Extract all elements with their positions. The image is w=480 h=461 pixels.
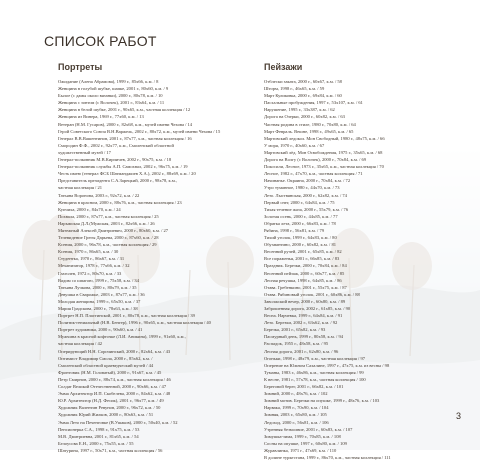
list-item: Лесная речушка, 1998 г., 64х85, к.м. / 86 bbox=[264, 277, 342, 283]
list-item: Утро туманное, 1980 г., 44х70, к.м. / 73 bbox=[264, 185, 340, 191]
list-item: Татьяна Лучкова, 2000 г., 80х79, к.м. / 35 bbox=[58, 284, 137, 290]
list-item: Ксения, 2000 г., 96х78, к.м., частная коллекция / 29 bbox=[58, 242, 157, 248]
list-item: Ксения, 1970 г., 86х65, к.м. / 30 bbox=[58, 249, 119, 255]
page-number: 3 bbox=[456, 411, 462, 421]
list-item: Механизатор, 1978 г., 77х66, к.м. / 32 bbox=[58, 263, 130, 269]
list-item: Пасмурный день, 1999 г., 80х58, к.м. / 94 bbox=[264, 334, 343, 340]
list-item: Тихий уголок, 1999 г., 64х83, к.м. / 80 bbox=[264, 235, 337, 241]
list-item: Покосили, Лесное, 1973 г., 35х65, к.м., частная коллекция / 70 bbox=[264, 164, 384, 170]
list-item: Фронтовик (Н.М. Головатый), 2000 г., 91х67, к.м. / 45 bbox=[58, 369, 162, 375]
list-item: Студентка, 1970 г., 86х67, к.м. / 31 bbox=[58, 256, 125, 262]
list-item: частная коллекция / 42 bbox=[58, 341, 102, 347]
list-item: Ожидание (Алена Абрамова), 1999 г., 85х66, к.м. / 8 bbox=[58, 79, 159, 84]
list-item: Нарушение, 1995 г., 33х387, к.м. / 62 bbox=[264, 107, 335, 113]
list-item: Лесное, 1982 г., 47х70, к.м., частная коллекция / 71 bbox=[264, 171, 363, 177]
list-item: В долине туркестана, 1999 г., 86х70, к.м., частная коллекция / 111 bbox=[264, 454, 391, 460]
list-item: Туманы, 1983 г., 46х86, к.м., частная коллекция / 99 bbox=[264, 369, 364, 375]
list-item: Зимушка-зима, 1999 г., 70х85, к.м. / 108 bbox=[264, 433, 341, 439]
list-item: Журавлинка, 1971 г., 47х69, к.м. / 110 bbox=[264, 447, 337, 453]
list-item: Генерал-полковник службы А.П. Самохвал, 2002 г., 96х75, к.м. / 19 bbox=[58, 164, 188, 170]
list-item: К весне, 1981 г., 57х78, к.м., частная коллекция / 100 bbox=[264, 376, 366, 382]
list-item: Смоленский областной краеведческий музей / 44 bbox=[58, 362, 154, 368]
list-item: Портрет Н.П. Пластинской, 2001 г., 80х78, к.м., частная коллекция / 39 bbox=[58, 313, 195, 319]
list-item: Нарвака, 1999 г., 70х90, к.м. / 104 bbox=[264, 405, 329, 411]
list-item: Лесная дорога, 2001 г., 62х80, к.м. / 96 bbox=[264, 348, 339, 354]
list-item: Былое (с дамы около вязанки), 2000 г., 80х78, к.м. / 10 bbox=[58, 93, 163, 99]
list-item: Петр Смирнов, 2000 г., 88х74, к.м., частная коллекция / 46 bbox=[58, 376, 171, 382]
list-item: Весенний ручей, 2001 г., 65х85, к.м. / 82 bbox=[264, 249, 342, 255]
list-item: Заброшенная дорога, 2002 г., 61х85, к.м. / 90 bbox=[264, 306, 351, 311]
list-item: Распадок, 1955 г., 48х58, к.м. / 95 bbox=[264, 341, 329, 347]
portraits-column bbox=[58, 62, 253, 454]
list-item: Отава. Гребенкино, 2001 г., 55х75, к.м. / 87 bbox=[264, 284, 347, 290]
list-item: Отблески заката, 2000 г., 60х67, к.м. / 58 bbox=[264, 79, 342, 84]
list-item: Женщина из Винера, 1969 г., 77х60, к.м. / 13 bbox=[58, 114, 144, 120]
list-item: Купчиха, 2000 г., 84х70, к.м. / 24 bbox=[58, 206, 121, 212]
list-item: Женщина в голубой шубке, шапке, 2001 г., 80х60, к.м. / 9 bbox=[58, 86, 169, 92]
list-item: Шатурина, 1997 г., 50х71, к.м., частная коллекция / 56 bbox=[58, 447, 163, 453]
list-item: Женщина с зонтом (с Волочек), 2001 г., 83х64, к.м. / 11 bbox=[58, 100, 165, 106]
list-item: Все пораженья, 2001 г., 66х85, к.м. / 83 bbox=[264, 256, 340, 262]
list-item: Береговой берег, 2001 г., 66х82, к.м. / 101 bbox=[264, 384, 344, 390]
list-item: Весна. Нарчевка, 1999 г., 64х84, к.м. / 91 bbox=[264, 313, 343, 319]
list-item: Отава. Рябиновый уголок, 2001 г., 60х86, к.м. / 88 bbox=[264, 291, 360, 297]
list-item: частная коллекция / 21 bbox=[58, 185, 102, 191]
list-item: Смородин Ф.Ф., 2002 г., 92х77, к.м., Смоленский областной bbox=[58, 142, 174, 148]
list-item: Представитель президента С.А.Зарецкий, 2000 г., 98х78, к.м., bbox=[58, 178, 178, 184]
list-item: Утренняя безмолвие, 2001 г., 60х83, к.м. / 107 bbox=[264, 426, 353, 432]
list-item: Частная родина в стиле, 1980 г., 70х80, к.м. / 64 bbox=[264, 121, 356, 127]
landscapes-list bbox=[264, 78, 464, 461]
landscapes-heading: Пейзажи bbox=[264, 62, 303, 72]
list-item: Зимний, 2000 г., 48х76, к.м. / 102 bbox=[264, 391, 328, 397]
list-item: Обратка лета, 2000 г., 66х83, к.м. / 78 bbox=[264, 220, 336, 226]
list-item: Лето. Лыствянская, 2000 г., 62х82, к.м. / 74 bbox=[264, 192, 347, 198]
list-item: Тихая течение жаза, 2000 г., 55х79, к.м. / 76 bbox=[264, 206, 349, 212]
list-item: Оперение на Южном Сахалине, 1997 г., 47х75, к.м. из весны / 98 bbox=[264, 362, 390, 368]
list-item: Эмма Лето на Печенговке (В.Ушаков), 2000 г., 50х40, к.м. / 52 bbox=[58, 419, 178, 425]
list-item: Март Куликовка, 2000 г., 69х84, к.м. / 60 bbox=[264, 93, 342, 99]
landscapes-column bbox=[264, 62, 464, 461]
list-item: Зимняя, 2003 г., 65х80, к.м. / 105 bbox=[264, 412, 327, 418]
list-item: Мария Градскова, 2000 г., 78х63, к.м. / 38 bbox=[58, 306, 138, 311]
list-item: Шторм, 1998 г., 46х65, к.м. / 59 bbox=[264, 86, 325, 92]
list-item: художественный музей / 17 bbox=[58, 149, 111, 155]
list-item: Мужчина в красной кофточке (Л.И. Аникина), 1999 г., 91х60, к.м., bbox=[58, 334, 186, 340]
list-item: Оперирующий Н.Н. Сорочинский, 2000 г., 82х64, к.м. / 43 bbox=[58, 348, 171, 354]
list-item: Первый снег, 2000 г., 64х84, к.м. / 75 bbox=[264, 199, 335, 205]
list-item: Генерал В.В.Вашентинов, 2001 г., 87х77, х.м., частная коллекция / 16 bbox=[58, 135, 192, 141]
list-item: Герой Советского Союза В.Н.Варжель, 2002 г., 80х72, к.м., музей имени Чехова / 15 bbox=[58, 128, 221, 134]
list-item: Честь имею (генерал ФСБ Шатманджиев Х.А.), 2002 г., 88х69, к.м. / 20 bbox=[58, 171, 196, 177]
list-item: Глаголев, 1972 г., 80х70, к.м. / 33 bbox=[58, 270, 122, 276]
list-item: Портрет художника, 2000 г., 90х60, к.м. / 41 bbox=[58, 327, 143, 333]
list-item: Весенний пейзаж, 2000 г., 60х77, к.м. / 85 bbox=[264, 270, 345, 276]
list-item: Молодая женщина, 1999 г., 65х50, к.м. / 37 bbox=[58, 298, 141, 304]
list-item: Женщина в белой шубке, 2001 г., 90х65, к.м., частная коллекция / 12 bbox=[58, 107, 191, 113]
list-item: Телевидение Грегы Дарьева, 2000 г., 87х60, к.м. / 28 bbox=[58, 235, 159, 241]
list-item: Праздник. Березки, 2000 г., 70х84, к.м. / 84 bbox=[264, 263, 347, 269]
list-item: Золотая осень, 2000 г., 44х85, к.м. / 77 bbox=[264, 213, 338, 219]
list-item: Огоньки, 1998 г., 48х79, к.м., частная коллекция / 97 bbox=[264, 355, 365, 361]
portraits-list bbox=[58, 78, 253, 454]
list-item: Дорога на Волгу (с Волочек), 2000 г., 70х84, к.м. / 69 bbox=[264, 157, 367, 163]
list-item: Ю.Р. Архитектор (Н.Д. Фесик), 2001 г., 96х77, к.м. / 49 bbox=[58, 398, 164, 404]
list-item: Солдат Великой Отечественной, 2000 г., 90х66, к.м. / 47 bbox=[58, 384, 167, 390]
list-item: Начинанье. Окраина, 2000 г., 70х84, к.м. / 72 bbox=[264, 178, 351, 184]
list-item: Заволжский вечер, 2000 г., 60х80, к.м. / 89 bbox=[264, 298, 346, 304]
list-item: Березка, 2001 г., 65х82, к.м. / 93 bbox=[264, 327, 326, 333]
list-item: Татьяна Воронова, 2003 г., 92х72, к.м. / 22 bbox=[58, 192, 140, 198]
list-item: Художник Валентин Ревунов, 2000 г., 96х72, к.м. / 50 bbox=[58, 405, 161, 411]
list-item: Пенсионерка С.А., 1998 г., 91х75, к.м. / 53 bbox=[58, 426, 140, 432]
list-item: Ледоход, 2000 г., 56х81, к.м. / 106 bbox=[264, 419, 329, 425]
list-item: Мартовский лёд. Мон Освобождения, 1975 г., 35х65, к.м. / 68 bbox=[264, 149, 383, 155]
list-item: У моря, 1970 г., 40х60, к.м. / 67 bbox=[264, 142, 325, 148]
list-item: Политик-гениальный (Н.В. Бенгер), 1996 г., 90х65, к.м., частная коллекция / 40 bbox=[58, 320, 211, 326]
list-item: Вадим со шпагою, 1999 г., 75х58, к.м. / 34 bbox=[58, 277, 139, 283]
list-item: Художник Юрий Жилков, 2000 г., 80х63, к.м. / 51 bbox=[58, 412, 154, 418]
list-item: Белоусова Е.Н., 2000 г., 75х55, к.м. / 55 bbox=[58, 440, 134, 446]
list-item: Рябина, 1998 г., 56х81, к.м. / 79 bbox=[264, 227, 324, 233]
list-item: Эмма Архитектор И.П. Скобелева, 2000 г., 84х62, к.м. / 48 bbox=[58, 391, 171, 397]
list-item: Мартовский ледокол. Мон Свободный, 1980 г., 48х75, к.м. / 66 bbox=[264, 135, 385, 141]
list-item: Зимний мотив. Березки на опушке, 1999 г., 48х76, к.м. / 103 bbox=[264, 398, 380, 404]
list-item: Нарымская Д.Л.(Мужская, 2003 г., 82х66, к.м. / 26 bbox=[58, 220, 155, 226]
list-item: Сосны на опушке, 1997 г., 60х80, к.м. / 109 bbox=[264, 440, 347, 446]
list-item: М.В. Дмитриевна, 2001 г., 81х65, к.м. / 54 bbox=[58, 433, 139, 439]
list-item: Март Февраль. Вешне, 1998 г., 49х65, к.м. / 65 bbox=[264, 128, 354, 134]
list-item: Пасхальные пробуждения, 1997 г., 53х107, к.м. / 61 bbox=[264, 100, 363, 106]
list-item: Оптимист Владимир Смола, 2000 г., 85х62, к.м. / bbox=[58, 355, 153, 361]
list-item: Дорога на Озерки, 2000 г., 60х82, к.м. / 63 bbox=[264, 114, 345, 120]
list-item: Мятежный Алексей Дмитриевич, 2000 г., 80х60, к.м. / 27 bbox=[58, 227, 169, 233]
list-item: Генерал-полковник М.В.Кирпичев, 2002 г., 90х75, к.м. / 18 bbox=[58, 157, 172, 163]
portraits-heading: Портреты bbox=[58, 62, 103, 72]
list-item: Девушка в Сварожье, 2003 г., 87х77, к.м. / 36 bbox=[58, 291, 145, 297]
page-title: СПИСОК РАБОТ bbox=[44, 33, 157, 49]
list-item: Ветеран (Н.М. Гусаров), 2000 г., 82х68, к.м., музей имени Чехова / 14 bbox=[58, 121, 193, 127]
list-item: Женщина в красном, 2000 г., 88х76, к.м., частная коллекция / 23 bbox=[58, 199, 182, 205]
list-item: Лето. Березки, 2002 г., 63х62, к.м. / 92 bbox=[264, 320, 338, 326]
list-item: Похвала, 2000 г., 87х77, к.м., частная коллекция / 25 bbox=[58, 213, 159, 219]
list-item: Обухвантино, 2000 г., 60х82, к.м. / 81 bbox=[264, 242, 336, 248]
